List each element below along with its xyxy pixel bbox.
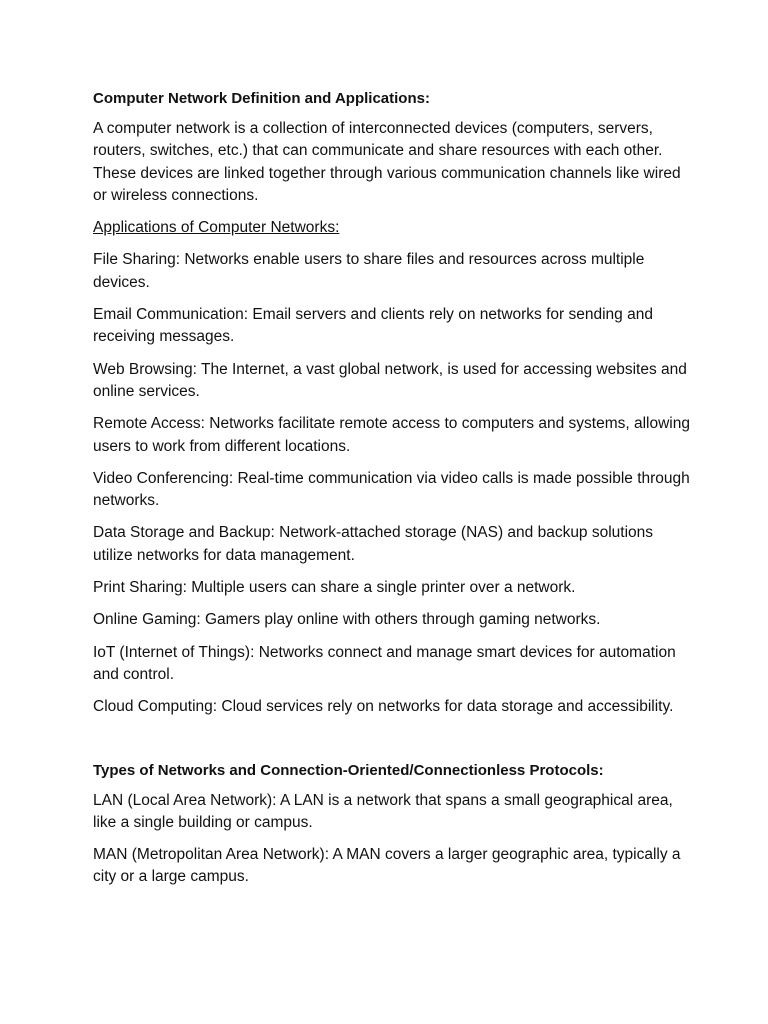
list-item: LAN (Local Area Network): A LAN is a network that spans a small geographical area, like a single building or campus. — [93, 791, 673, 831]
list-item: Print Sharing: Multiple users can share a single printer over a network. — [93, 579, 576, 597]
list-item: Online Gaming: Gamers play online with others through gaming networks. — [93, 611, 601, 629]
section-spacer — [93, 729, 693, 761]
list-item: MAN (Metropolitan Area Network): A MAN covers a larger geographic area, typically a city or a large campus. — [93, 846, 681, 886]
list-item: Web Browsing: The Internet, a vast global network, is used for accessing websites and online services. — [93, 360, 687, 400]
list-item: Email Communication: Email servers and clients rely on networks for sending and receiving messages. — [93, 306, 653, 346]
list-item: File Sharing: Networks enable users to share files and resources across multiple devices. — [93, 251, 645, 291]
list-item: Data Storage and Backup: Network-attached storage (NAS) and backup solutions utilize networks for data management. — [93, 524, 654, 564]
applications-subheading-text: Applications of Computer Networks: — [93, 219, 340, 237]
applications-subheading — [93, 217, 693, 239]
section-heading-types: Types of Networks and Connection-Oriented/Connectionless Protocols: — [93, 761, 604, 779]
list-item: Remote Access: Networks facilitate remote access to computers and systems, allowing users to work from different locations. — [93, 415, 690, 455]
section-heading-definition: Computer Network Definition and Applications: — [93, 90, 430, 107]
document-page — [93, 89, 693, 899]
list-item: IoT (Internet of Things): Networks connect and manage smart devices for automation and control. — [93, 643, 676, 683]
definition-paragraph: A computer network is a collection of interconnected devices (computers, servers, routers, switches, etc.) that can communicate and share resources with each other. These devices are linked together through various communication channels like wired or wireless connections. — [93, 120, 681, 204]
list-item: Cloud Computing: Cloud services rely on networks for data storage and accessibility. — [93, 698, 674, 716]
list-item: Video Conferencing: Real-time communication via video calls is made possible through networks. — [93, 469, 690, 510]
